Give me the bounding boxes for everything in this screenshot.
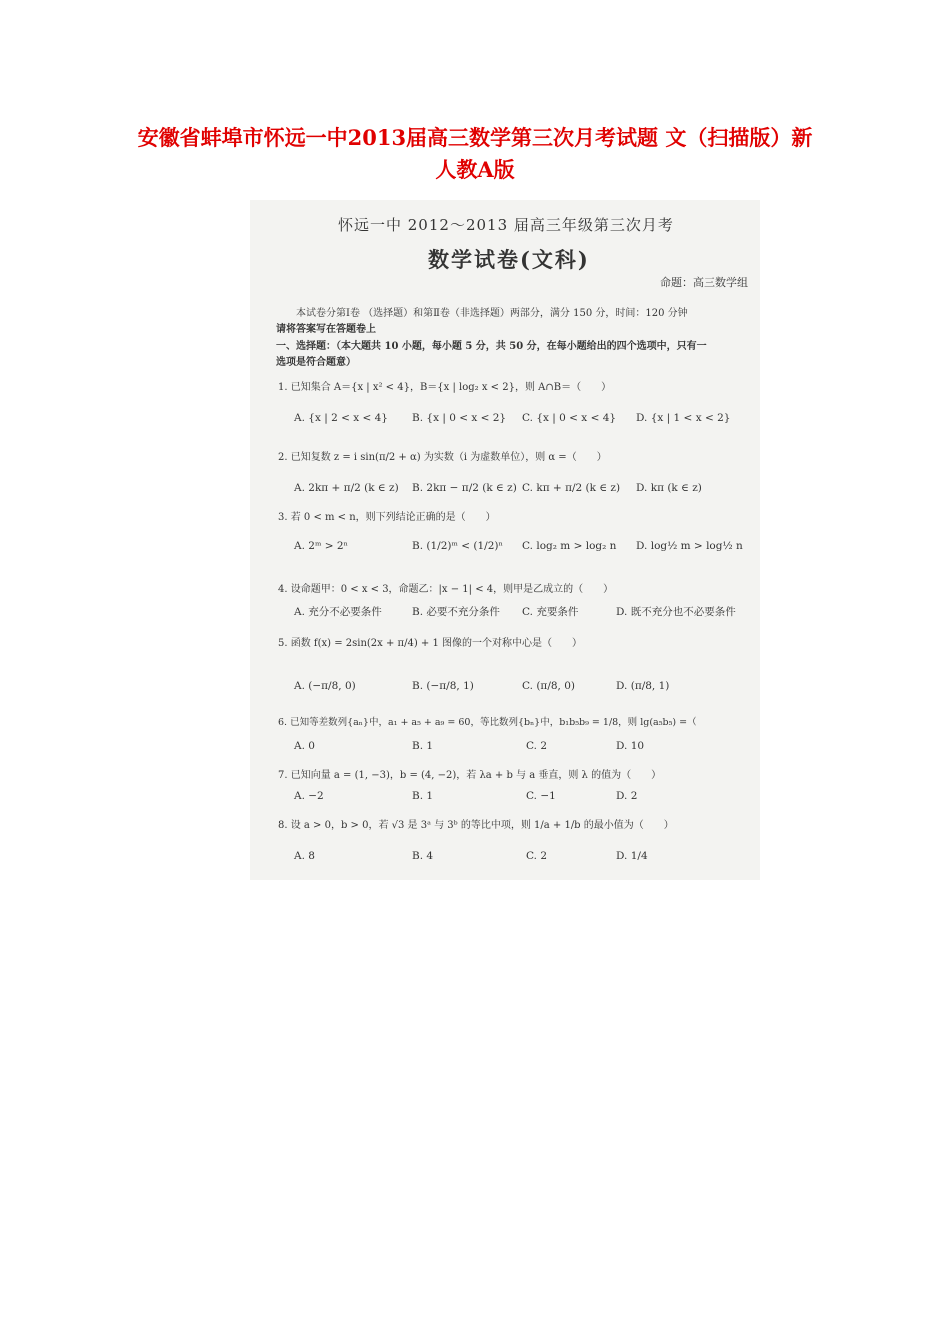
q1-option-b: B. {x | 0 < x < 2}	[412, 412, 507, 424]
q4-option-d: D. 既不充分也不必要条件	[616, 606, 736, 618]
section-heading: 一、选择题：（本大题共 10 小题，每小题 5 分，共 50 分，在每小题给出的四个选项中，只有一	[276, 341, 707, 352]
q8-option-d: D. 1/4	[616, 850, 648, 862]
q5-option-c: C. (π/8, 0)	[522, 680, 576, 692]
q5-option-a: A. (−π/8, 0)	[294, 680, 356, 692]
q2-option-a: A. 2kπ + π/2 (k ∈ z)	[294, 482, 399, 494]
q5-option-d: D. (π/8, 1)	[616, 680, 670, 692]
q3-option-d: D. log½ m > log½ n	[636, 540, 743, 552]
q7-option-c: C. −1	[526, 790, 556, 802]
exam-subject: 数学试卷(文科)	[428, 247, 590, 272]
question-3: 3. 若 0 < m < n，则下列结论正确的是（ ）	[278, 512, 496, 523]
q1-option-a: A. {x | 2 < x < 4}	[294, 412, 388, 424]
q1-option-c: C. {x | 0 < x < 4}	[522, 412, 617, 424]
intro-line-1: 本试卷分第Ⅰ卷 （选择题）和第Ⅱ卷（非选择题）两部分，满分 150 分，时间：120 分钟	[296, 308, 688, 319]
q6-option-c: C. 2	[526, 740, 548, 752]
q7-option-a: A. −2	[294, 790, 324, 802]
q3-option-a: A. 2ᵐ > 2ⁿ	[294, 540, 349, 552]
q3-option-c: C. log₂ m > log₂ n	[522, 540, 617, 552]
question-1: 1. 已知集合 A＝{x | x² < 4}，B＝{x | log₂ x < 2}，则 A∩B＝（ ）	[278, 382, 612, 393]
q2-option-c: C. kπ + π/2 (k ∈ z)	[522, 482, 621, 494]
q4-option-a: A. 充分不必要条件	[294, 606, 382, 618]
question-6: 6. 已知等差数列{aₙ}中，a₁ + a₅ + a₉ = 60，等比数列{bₙ}中，b₁b₅b₉ = 1/8，则 lg(a₅b₅) =（	[278, 717, 697, 728]
question-8: 8. 设 a > 0，b > 0，若 √3 是 3ᵃ 与 3ᵇ 的等比中项，则 1/a + 1/b 的最小值为（ ）	[278, 820, 674, 831]
q8-option-b: B. 4	[412, 850, 434, 862]
intro-line-2: 请将答案写在答题卷上	[276, 324, 376, 335]
q8-option-c: C. 2	[526, 850, 548, 862]
q7-option-d: D. 2	[616, 790, 638, 802]
q6-option-b: B. 1	[412, 740, 434, 752]
question-7: 7. 已知向量 a = (1, −3)，b = (4, −2)，若 λa + b 与 a 垂直，则 λ 的值为（ ）	[278, 770, 662, 781]
q6-option-d: D. 10	[616, 740, 645, 752]
q3-option-b: B. (1/2)ᵐ < (1/2)ⁿ	[412, 540, 504, 552]
exam-header: 怀远一中 2012～2013 届高三年级第三次月考	[338, 216, 674, 234]
question-4: 4. 设命题甲：0 < x < 3，命题乙：|x − 1| < 4，则甲是乙成立的（ ）	[278, 584, 614, 595]
q2-option-b: B. 2kπ − π/2 (k ∈ z)	[412, 482, 517, 494]
q4-option-c: C. 充要条件	[522, 606, 579, 618]
scanned-exam-page	[250, 200, 760, 880]
q1-option-d: D. {x | 1 < x < 2}	[636, 412, 731, 424]
q4-option-b: B. 必要不充分条件	[412, 606, 500, 618]
section-heading-2: 选项是符合题意）	[276, 357, 356, 368]
document-title: 安徽省蚌埠市怀远一中2013届高三数学第三次月考试题 文（扫描版）新人教A版	[137, 125, 813, 182]
question-5: 5. 函数 f(x) = 2sin(2x + π/4) + 1 图像的一个对称中心是（ ）	[278, 638, 583, 649]
question-2: 2. 已知复数 z = i sin(π/2 + α) 为实数（i 为虚数单位），则 α =（ ）	[278, 452, 607, 463]
q8-option-a: A. 8	[294, 850, 315, 862]
q5-option-b: B. (−π/8, 1)	[412, 680, 474, 692]
q2-option-d: D. kπ (k ∈ z)	[636, 482, 702, 494]
q7-option-b: B. 1	[412, 790, 434, 802]
exam-author: 命题：高三数学组	[660, 276, 748, 289]
q6-option-a: A. 0	[294, 740, 315, 752]
